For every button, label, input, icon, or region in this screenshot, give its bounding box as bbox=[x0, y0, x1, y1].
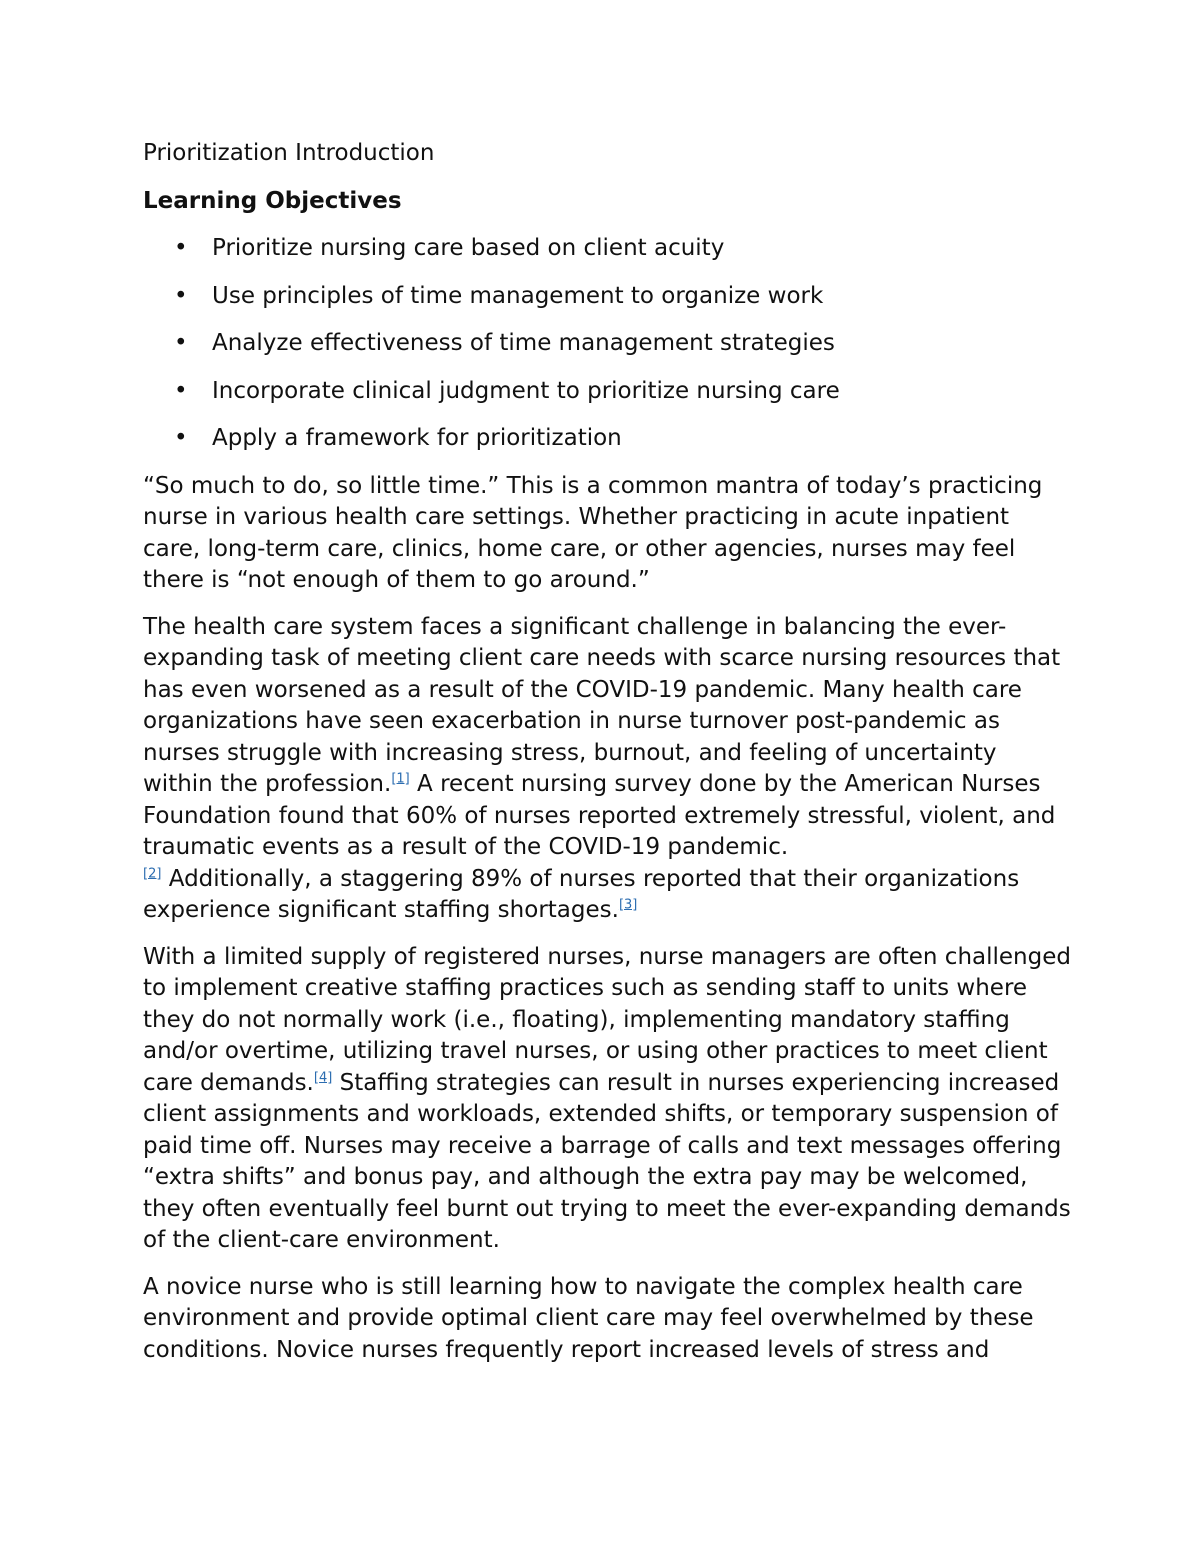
footnote-link-2[interactable]: [2] bbox=[143, 865, 162, 881]
paragraph-intro: “So much to do, so little time.” This is a common mantra of today’s practicing nurse in various health care settings. Whether practicing in acute inpatient care, long-term care, clinics, home care, or other agencies, nurses may feel there is “not enough of them to go around.” bbox=[143, 472, 1043, 593]
bullet-icon: • bbox=[174, 425, 188, 451]
paragraph-staffing-practices bbox=[143, 942, 1073, 1257]
footnote-link-1[interactable]: [1] bbox=[391, 771, 410, 787]
document-page bbox=[143, 138, 1073, 1381]
objective-text: Use principles of time management to organize work bbox=[212, 282, 824, 309]
footnote-link-4[interactable]: [4] bbox=[313, 1069, 333, 1085]
bullet-icon: • bbox=[174, 330, 188, 356]
footnote-ref bbox=[391, 771, 409, 786]
footnote-ref bbox=[143, 866, 161, 881]
bullet-icon: • bbox=[174, 235, 188, 261]
bullet-icon: • bbox=[174, 377, 188, 404]
list-item bbox=[143, 233, 1073, 265]
objective-text: Analyze effectiveness of time management strategies bbox=[212, 330, 835, 356]
paragraph-staffing-challenge bbox=[143, 612, 1073, 927]
paragraph-novice-nurse: A novice nurse who is still learning how to navigate the complex health care environment and provide optimal client care may feel overwhelmed by these conditions. Novice nurses frequently report increased levels of stress and bbox=[143, 1273, 1034, 1363]
list-item bbox=[143, 423, 1073, 455]
footnote-ref bbox=[314, 1070, 332, 1085]
objective-text: Incorporate clinical judgment to prioritize nursing care bbox=[212, 377, 840, 404]
list-item bbox=[143, 281, 1073, 313]
bullet-icon: • bbox=[174, 282, 188, 309]
objective-text: Prioritize nursing care based on client acuity bbox=[212, 235, 725, 261]
paragraph-text: The health care system faces a significant challenge in balancing the ever-expanding task of meeting client care needs with scarce nursing resources that has even worsened as a result of the COVID-19 pandemic. Many health care organizations have seen exacerbation in nurse turnover post-pandemic as nurses struggle with increasing stress, burnout, and feeling of uncertainty within the profession. bbox=[143, 613, 1061, 797]
objectives-heading: Learning Objectives bbox=[143, 187, 402, 214]
footnote-link-3[interactable]: [3] bbox=[618, 897, 638, 913]
paragraph-text: Staffing strategies can result in nurses experiencing increased client assignments and workloads, extended shifts, or temporary suspension of paid time off. Nurses may receive a barrage of calls and text messages offering “extra shifts” and bonus pay, and although the extra pay may be welcomed, they often eventually feel burnt out trying to meet the ever-expanding demands of the client-care environment. bbox=[143, 1069, 1071, 1253]
footnote-ref bbox=[619, 897, 637, 912]
paragraph-text: Additionally, a staggering 89% of nurses reported that their organizations experience significant staffing shortages. bbox=[143, 865, 1020, 923]
paragraph-text: With a limited supply of registered nurses, nurse managers are often challenged to implement creative staffing practices such as sending staff to units where they do not normally work (i.e., floating), implementing mandatory staffing and/or overtime, utilizing travel nurses, or using other practices to meet client care demands. bbox=[143, 943, 1071, 1096]
list-item bbox=[143, 376, 1073, 408]
objectives-list bbox=[143, 233, 1073, 455]
list-item bbox=[143, 328, 1073, 360]
page-title: Prioritization Introduction bbox=[143, 140, 435, 166]
objective-text: Apply a framework for prioritization bbox=[212, 425, 622, 451]
paragraph-text: A recent nursing survey done by the American Nurses Foundation found that 60% of nurses reported extremely stressful, violent, and traumatic events as a result of the COVID-19 pandemic. bbox=[143, 771, 1056, 860]
